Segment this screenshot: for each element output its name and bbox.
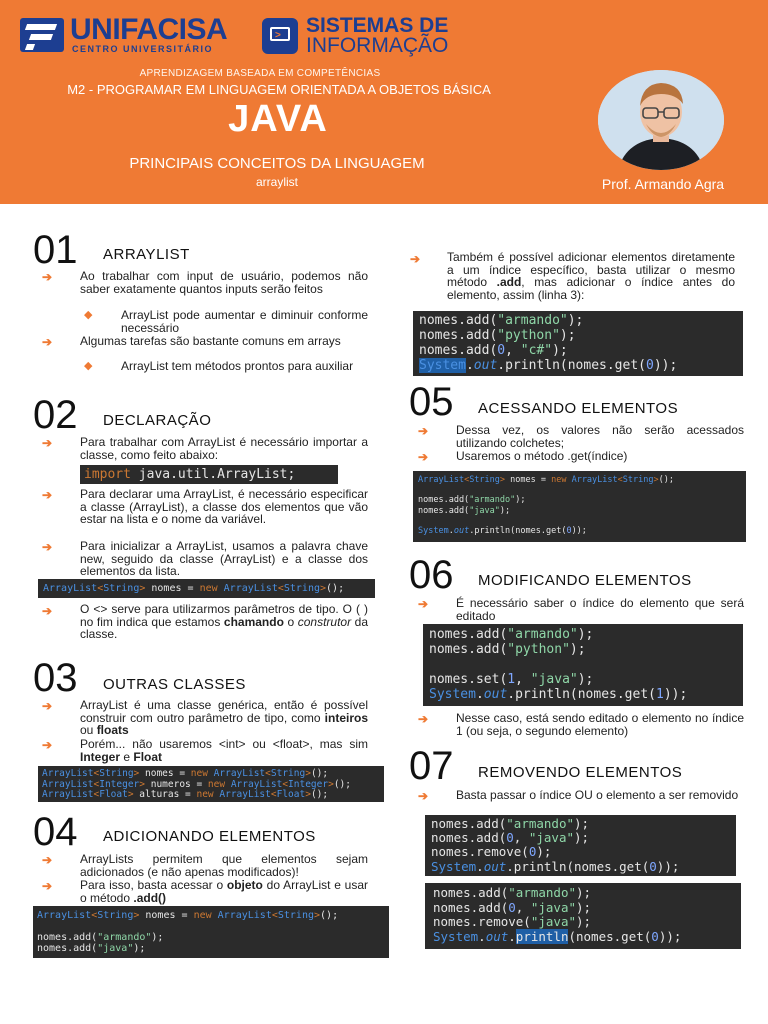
unifacisa-subtitle: CENTRO UNIVERSITÁRIO: [72, 44, 214, 54]
section-title-modificando: MODIFICANDO ELEMENTOS: [478, 572, 692, 589]
s05-bullet-2: Usaremos o método .get(índice): [456, 449, 628, 463]
s07-bullet-1: Basta passar o índice OU o elemento a ser removido: [456, 788, 739, 802]
add-index-bullet: Também é possível adicionar elementos diretamente a um índice específico, basta utilizar o mesmo método .add, mas adicionar o índice antes do elemento, assim (linha 3):: [447, 250, 735, 302]
import-code-text: java.util.ArrayList;: [138, 467, 296, 482]
arrow-right-icon: ➔: [418, 597, 429, 611]
code-remove-index: nomes.add("armando"); nomes.add(0, "java"); nomes.remove(0); System.out.println(nomes.get(0));: [425, 815, 736, 876]
s02-bullet-2: Para declarar uma ArrayList, é necessário especificar a classe (ArrayList), a classe dos elementos que vão estar na lista e o nome da variável.: [80, 487, 368, 526]
arrow-right-icon: ➔: [418, 450, 429, 464]
arrow-right-icon: ➔: [42, 604, 53, 618]
arrow-right-icon: ➔: [42, 270, 53, 284]
diamond-icon: ◆: [84, 309, 93, 321]
s03-bullet-2: Porém... não usaremos <int> ou <float>, mas sim Integer e Float: [80, 737, 368, 764]
code-add-elements: ArrayList<String> nomes = new ArrayList<String>(); nomes.add("armando"); nomes.add("java");: [33, 906, 389, 958]
module-title: M2 - PROGRAMAR EM LINGUAGEM ORIENTADA A OBJETOS BÁSICA: [67, 82, 491, 97]
arrow-right-icon: ➔: [418, 712, 429, 726]
section-number-06: 06: [409, 553, 454, 597]
section-number-07: 07: [409, 744, 454, 788]
section-title-declaracao: DECLARAÇÃO: [103, 412, 212, 429]
code-remove-element: nomes.add("armando"); nomes.add(0, "java"); nomes.remove("java"); System.out.println(nomes.get(0));: [425, 883, 741, 949]
arrow-right-icon: ➔: [42, 436, 53, 450]
professor-name: Prof. Armando Agra: [601, 176, 725, 192]
section-title-adicionando: ADICIONANDO ELEMENTOS: [103, 828, 316, 845]
code-import: import java.util.ArrayList;: [80, 465, 338, 484]
s01-bullet-1: Ao trabalhar com input de usuário, podemos não saber exatamente quantos inputs serão feitos: [80, 269, 368, 296]
s05-bullet-1: Dessa vez, os valores não serão acessados utilizando colchetes;: [456, 423, 744, 450]
page-title: JAVA: [228, 98, 328, 140]
arrow-right-icon: ➔: [42, 488, 53, 502]
arrow-right-icon: ➔: [42, 879, 53, 893]
s06-bullet-1: É necessário saber o índice do elemento que será editado: [456, 596, 744, 623]
unifacisa-name: UNIFACISA: [70, 13, 228, 46]
arrow-right-icon: ➔: [410, 252, 421, 266]
arrow-right-icon: ➔: [42, 699, 53, 713]
s01-sub-bullet-1: ArrayList pode aumentar e diminuir conforme necessário: [121, 308, 368, 335]
section-number-04: 04: [33, 810, 78, 854]
section-number-03: 03: [33, 656, 78, 700]
sistemas-line2: INFORMAÇÃO: [306, 34, 449, 57]
section-number-05: 05: [409, 380, 454, 424]
arrow-right-icon: ➔: [418, 789, 429, 803]
section-title-removendo: REMOVENDO ELEMENTOS: [478, 764, 683, 781]
section-number-01: 01: [33, 228, 78, 272]
s02-bullet-4: O <> serve para utilizarmos parâmetros de tipo. O ( ) no fim indica que estamos chamando o construtor da classe.: [80, 602, 369, 641]
s01-bullet-2: Algumas tarefas são bastante comuns em arrays: [80, 334, 341, 348]
arrow-right-icon: ➔: [42, 540, 53, 554]
unifacisa-logo: [20, 13, 228, 54]
arrow-right-icon: ➔: [418, 424, 429, 438]
section-number-02: 02: [33, 393, 78, 437]
s02-bullet-3: Para inicializar a ArrayList, usamos a palavra chave new, seguido da classe (ArrayList) e a classe dos elementos da lista.: [80, 539, 368, 578]
code-add-index: nomes.add("armando"); nomes.add("python"); nomes.add(0, "c#"); System.out.println(nomes.get(0));: [413, 311, 743, 376]
code-modify: nomes.add("armando"); nomes.add("python"); nomes.set(1, "java"); System.out.println(nomes.get(1));: [423, 624, 743, 706]
sistemas-logo: [262, 16, 448, 56]
sistemas-line1: SISTEMAS DE: [306, 14, 449, 37]
s04-bullet-2: Para isso, basta acessar o objeto do ArrayList e usar o método .add(): [80, 878, 368, 905]
diamond-icon: ◆: [84, 360, 93, 372]
section-title-arraylist: ARRAYLIST: [103, 246, 190, 263]
professor-avatar: [598, 70, 724, 170]
s01-sub-bullet-2: ArrayList tem métodos prontos para auxiliar: [121, 359, 354, 373]
abp-label: APRENDIZAGEM BASEADA EM COMPETÊNCIAS: [139, 68, 381, 79]
s02-bullet-1: Para trabalhar com ArrayList é necessário importar a classe, como feito abaixo:: [80, 435, 368, 462]
code-declaration: ArrayList<String> nomes = new ArrayList<String>();: [38, 579, 375, 598]
code-other-classes: ArrayList<String> nomes = new ArrayList<String>(); ArrayList<Integer> numeros = new ArrayList<Integer>(); ArrayList<Float> alturas = new ArrayList<Float>();: [38, 766, 384, 802]
header-banner: [0, 0, 768, 204]
arrow-right-icon: ➔: [42, 335, 53, 349]
topic-label: arraylist: [255, 175, 298, 189]
monitor-icon: >: [262, 18, 298, 54]
code-access: ArrayList<String> nomes = new ArrayList<String>(); nomes.add("armando"); nomes.add("java"); System.out.println(nomes.get(0));: [413, 471, 746, 542]
section-title-outras-classes: OUTRAS CLASSES: [103, 676, 246, 693]
s04-bullet-1: ArrayLists permitem que elementos sejam adicionados (e não apenas modificados)!: [80, 852, 368, 879]
page-subtitle: PRINCIPAIS CONCEITOS DA LINGUAGEM: [129, 155, 425, 172]
unifacisa-logo-icon: [20, 18, 64, 52]
s03-bullet-1: ArrayList é uma classe genérica, então é possível construir com outro parâmetro de tipo, como inteiros ou floats: [80, 698, 368, 737]
section-title-acessando: ACESSANDO ELEMENTOS: [478, 400, 679, 417]
arrow-right-icon: ➔: [42, 738, 53, 752]
arrow-right-icon: ➔: [42, 853, 53, 867]
s06-bullet-2: Nesse caso, está sendo editado o elemento no índice 1 (ou seja, o segundo elemento): [456, 711, 744, 738]
